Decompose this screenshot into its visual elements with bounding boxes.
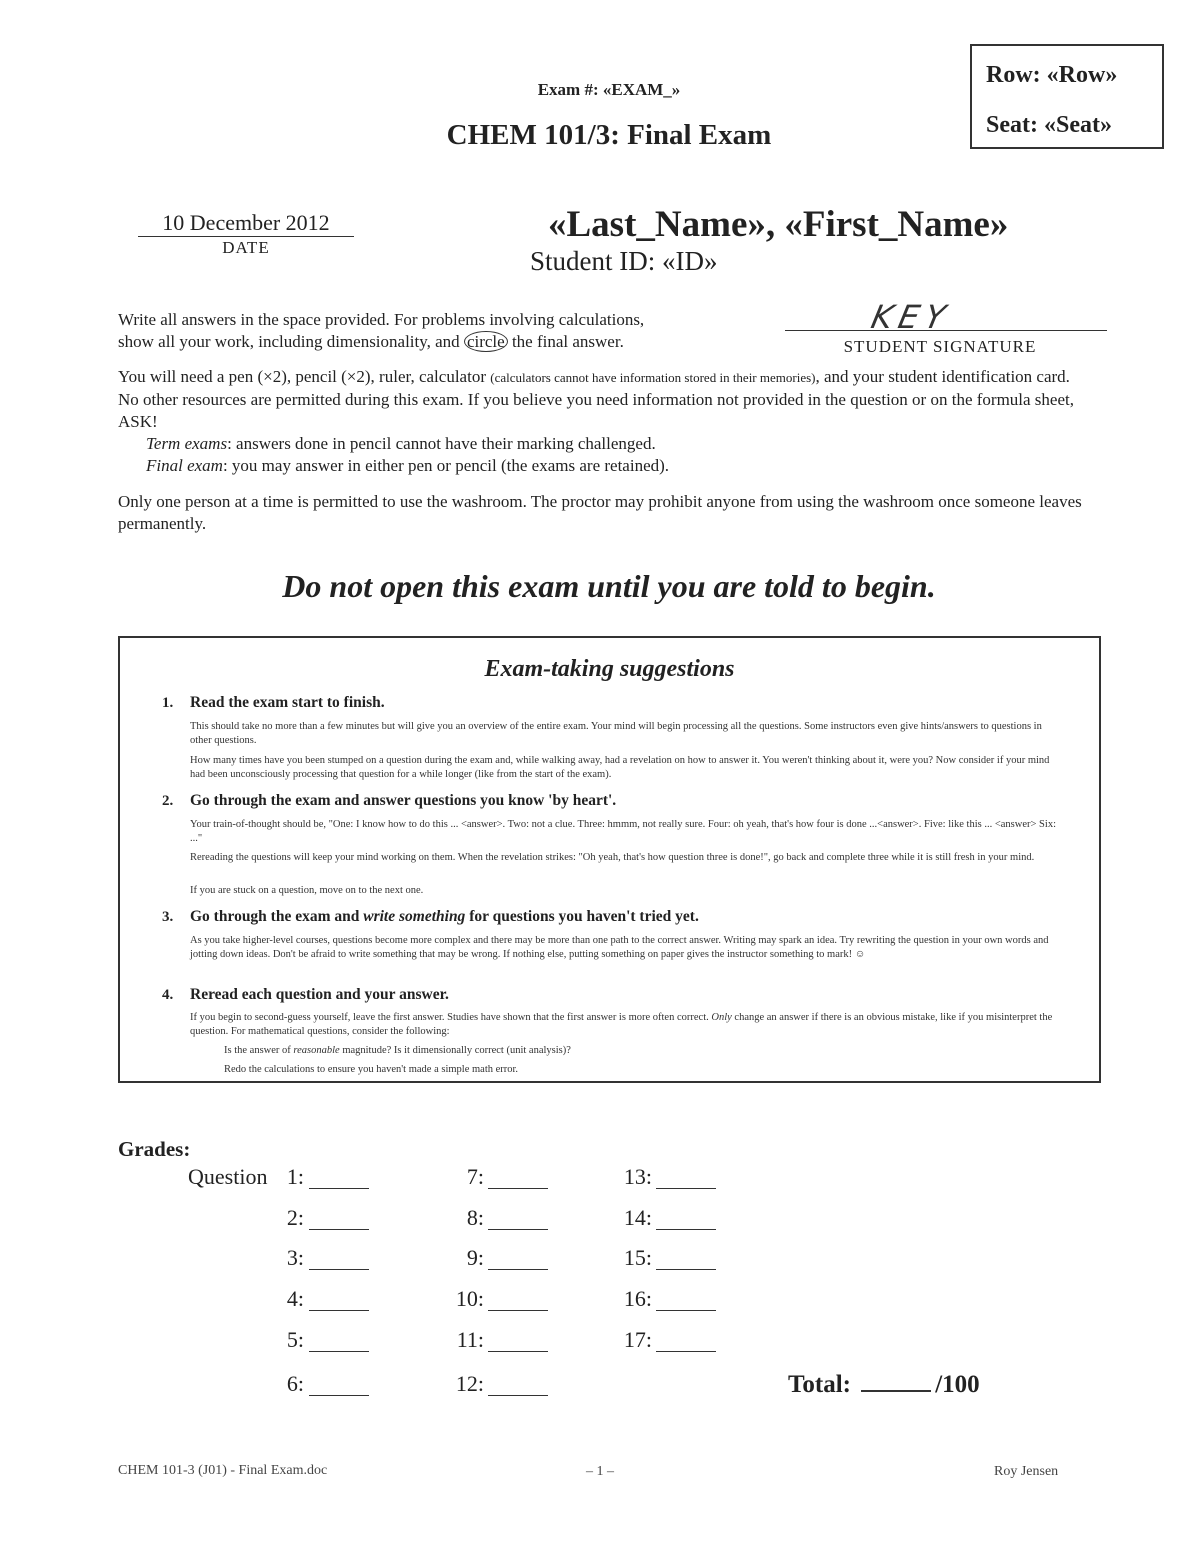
suggestion-text: Rereading the questions will keep your mind working on them. When the revelation strikes: "Oh yeah, that's how question three is done!", go back and complete three while it is still fresh in your mind.	[190, 852, 1035, 863]
grade-label: 11:	[456, 1327, 484, 1352]
suggestion-text: This should take no more than a few minutes but will give you an overview of the entire exam. Your mind will begin processing all the questions. Some instructors even give hints/answers to questions in other questions.	[190, 721, 1042, 746]
suggestion-number: 4.	[162, 987, 174, 1003]
total-blank[interactable]	[861, 1370, 931, 1392]
grade-label: 5:	[286, 1327, 304, 1352]
grade-blank[interactable]	[488, 1269, 548, 1270]
suggestion-text: If you are stuck on a question, move on to the next one.	[190, 885, 424, 896]
text-part: magnitude? Is it dimensionally correct (unit analysis)?	[339, 1045, 571, 1056]
calculator-note: (calculators cannot have information stored in their memories)	[490, 370, 816, 385]
exam-title: CHEM 101/3: Final Exam	[446, 119, 772, 151]
total-score	[788, 1370, 980, 1399]
text-part: If you begin to second-guess yourself, leave the first answer. Studies have shown that the first answer is more often correct.	[190, 1012, 712, 1023]
grade-label: 6:	[286, 1371, 304, 1396]
handwritten-signature: KEY	[867, 298, 955, 336]
grade-blank[interactable]	[488, 1351, 548, 1352]
row-label: Row: «Row»	[986, 62, 1118, 88]
grade-blank[interactable]	[309, 1229, 369, 1230]
term-exam-note	[118, 433, 1090, 455]
grade-blank[interactable]	[488, 1395, 548, 1396]
grade-blank[interactable]	[309, 1269, 369, 1270]
instruction-text: show all your work, including dimensionality, and	[118, 332, 464, 351]
term-exam-label: Term exams	[146, 434, 228, 453]
suggestion-text: As you take higher-level courses, questions become more complex and there may be more than one path to the correct answer. Writing may spark an idea. Try rewriting the question in your own words and jotting down ideas. Don't be afraid to write something that may be wrong. If nothing else, putting something on paper gives the instructor something to mark! ☺	[190, 935, 1049, 960]
grade-label: 3:	[286, 1245, 304, 1270]
text-emphasis: Only	[711, 1012, 732, 1023]
suggestion-subpoint	[224, 1044, 1064, 1058]
signature-label: STUDENT SIGNATURE	[843, 337, 1037, 356]
grades-label: Grades:	[118, 1137, 191, 1161]
do-not-open-warning: Do not open this exam until you are told to begin.	[282, 568, 936, 604]
suggestion-subpoint: Redo the calculations to ensure you haven't made a simple math error.	[224, 1064, 519, 1075]
date-label: DATE	[222, 238, 270, 257]
seat-label: Seat: «Seat»	[986, 112, 1112, 138]
grade-label: 1:	[286, 1164, 304, 1189]
grade-blank[interactable]	[488, 1310, 548, 1311]
footer-page-number: – 1 –	[586, 1464, 614, 1479]
circled-word: circle	[464, 331, 508, 352]
suggestion-number: 2.	[162, 793, 174, 809]
text-emphasis: reasonable	[293, 1045, 340, 1056]
date-value: 10 December 2012	[138, 210, 354, 237]
text-part: Is the answer of	[224, 1045, 294, 1056]
grade-blank[interactable]	[656, 1229, 716, 1230]
requirements-text	[118, 366, 1090, 433]
grade-label: 15:	[623, 1245, 652, 1270]
grade-label: 4:	[286, 1286, 304, 1311]
final-exam-text: : you may answer in either pen or pencil (the exams are retained).	[222, 456, 670, 475]
footer-author: Roy Jensen	[994, 1464, 1059, 1479]
suggestions-box	[118, 636, 1101, 1083]
grade-label: 10:	[455, 1286, 484, 1311]
suggestion-heading: Read the exam start to finish.	[190, 694, 385, 711]
washroom-paragraph: Only one person at a time is permitted to use the washroom. The proctor may prohibit anyone from using the washroom once someone leaves permanently.	[118, 492, 1082, 533]
suggestion-text	[190, 1011, 1062, 1039]
exam-number: Exam #: «EXAM_»	[537, 80, 681, 99]
heading-part: for questions you haven't tried yet.	[465, 908, 699, 925]
grade-label: 9:	[466, 1245, 484, 1270]
grade-label: 8:	[466, 1205, 484, 1230]
suggestion-text: How many times have you been stumped on a question during the exam and, while walking away, had a revelation on how to answer it. You weren't thinking about it, were you? Now consider if your mind had been unconsciously processing that question for a while longer (like from the start of the exam).	[190, 755, 1050, 780]
grade-label: 7:	[466, 1164, 484, 1189]
requirements-paragraph	[118, 366, 1090, 477]
grade-label: 16:	[623, 1286, 652, 1311]
grade-label: 12:	[455, 1371, 484, 1396]
grade-blank[interactable]	[488, 1188, 548, 1189]
answer-instructions	[118, 309, 758, 353]
instruction-line-1: Write all answers in the space provided. For problems involving calculations,	[118, 310, 645, 329]
suggestions-title: Exam-taking suggestions	[484, 656, 735, 682]
suggestion-number: 3.	[162, 909, 174, 925]
instruction-text: the final answer.	[507, 332, 624, 351]
total-max: /100	[935, 1371, 980, 1398]
grade-blank[interactable]	[656, 1188, 716, 1189]
grade-blank[interactable]	[309, 1188, 369, 1189]
heading-part: Go through the exam and	[190, 908, 364, 925]
grade-blank[interactable]	[488, 1229, 548, 1230]
grade-label: 2:	[286, 1205, 304, 1230]
term-exam-text: : answers done in pencil cannot have their marking challenged.	[227, 434, 656, 453]
total-label: Total:	[788, 1371, 851, 1398]
grade-blank[interactable]	[656, 1269, 716, 1270]
grade-blank[interactable]	[309, 1351, 369, 1352]
suggestion-text: Your train-of-thought should be, "One: I know how to do this ... <answer>. Two: not a clue. Three: hmmm, not really sure. Four: oh yeah, that's how four is done ...<answer>. Five: like this ... <answer> Six: ..."	[190, 819, 1056, 844]
suggestion-heading: Reread each question and your answer.	[190, 986, 449, 1003]
student-id: Student ID: «ID»	[530, 246, 718, 276]
question-word: Question	[188, 1164, 268, 1189]
suggestion-number: 1.	[162, 695, 174, 711]
suggestion-heading	[190, 908, 699, 926]
signature-line	[785, 330, 1107, 331]
heading-emphasis: write something	[363, 908, 466, 925]
footer-filename: CHEM 101-3 (J01) - Final Exam.doc	[118, 1463, 328, 1478]
instruction-line-2	[118, 331, 758, 353]
final-exam-note	[118, 455, 1090, 477]
text-part: change an answer if there is an obvious mistake, like if you misinterpret the question. For mathematical questions, consider the following:	[190, 1012, 1053, 1037]
grade-label: 13:	[623, 1164, 652, 1189]
grade-blank[interactable]	[656, 1351, 716, 1352]
student-name: «Last_Name», «First_Name»	[548, 204, 1009, 245]
final-exam-label: Final exam	[146, 456, 223, 475]
requirements-part: , and your student identification card. No other resources are permitted during this exam. If you believe you need information not provided in the question or on the formula sheet, ASK!	[118, 367, 1074, 431]
grade-label: 17:	[623, 1327, 652, 1352]
grade-blank[interactable]	[309, 1395, 369, 1396]
suggestion-heading: Go through the exam and answer questions you know 'by heart'.	[190, 792, 617, 809]
grade-blank[interactable]	[309, 1310, 369, 1311]
grade-label: 14:	[623, 1205, 652, 1230]
grade-blank[interactable]	[656, 1310, 716, 1311]
requirements-part: You will need a pen (×2), pencil (×2), ruler, calculator	[118, 367, 491, 386]
